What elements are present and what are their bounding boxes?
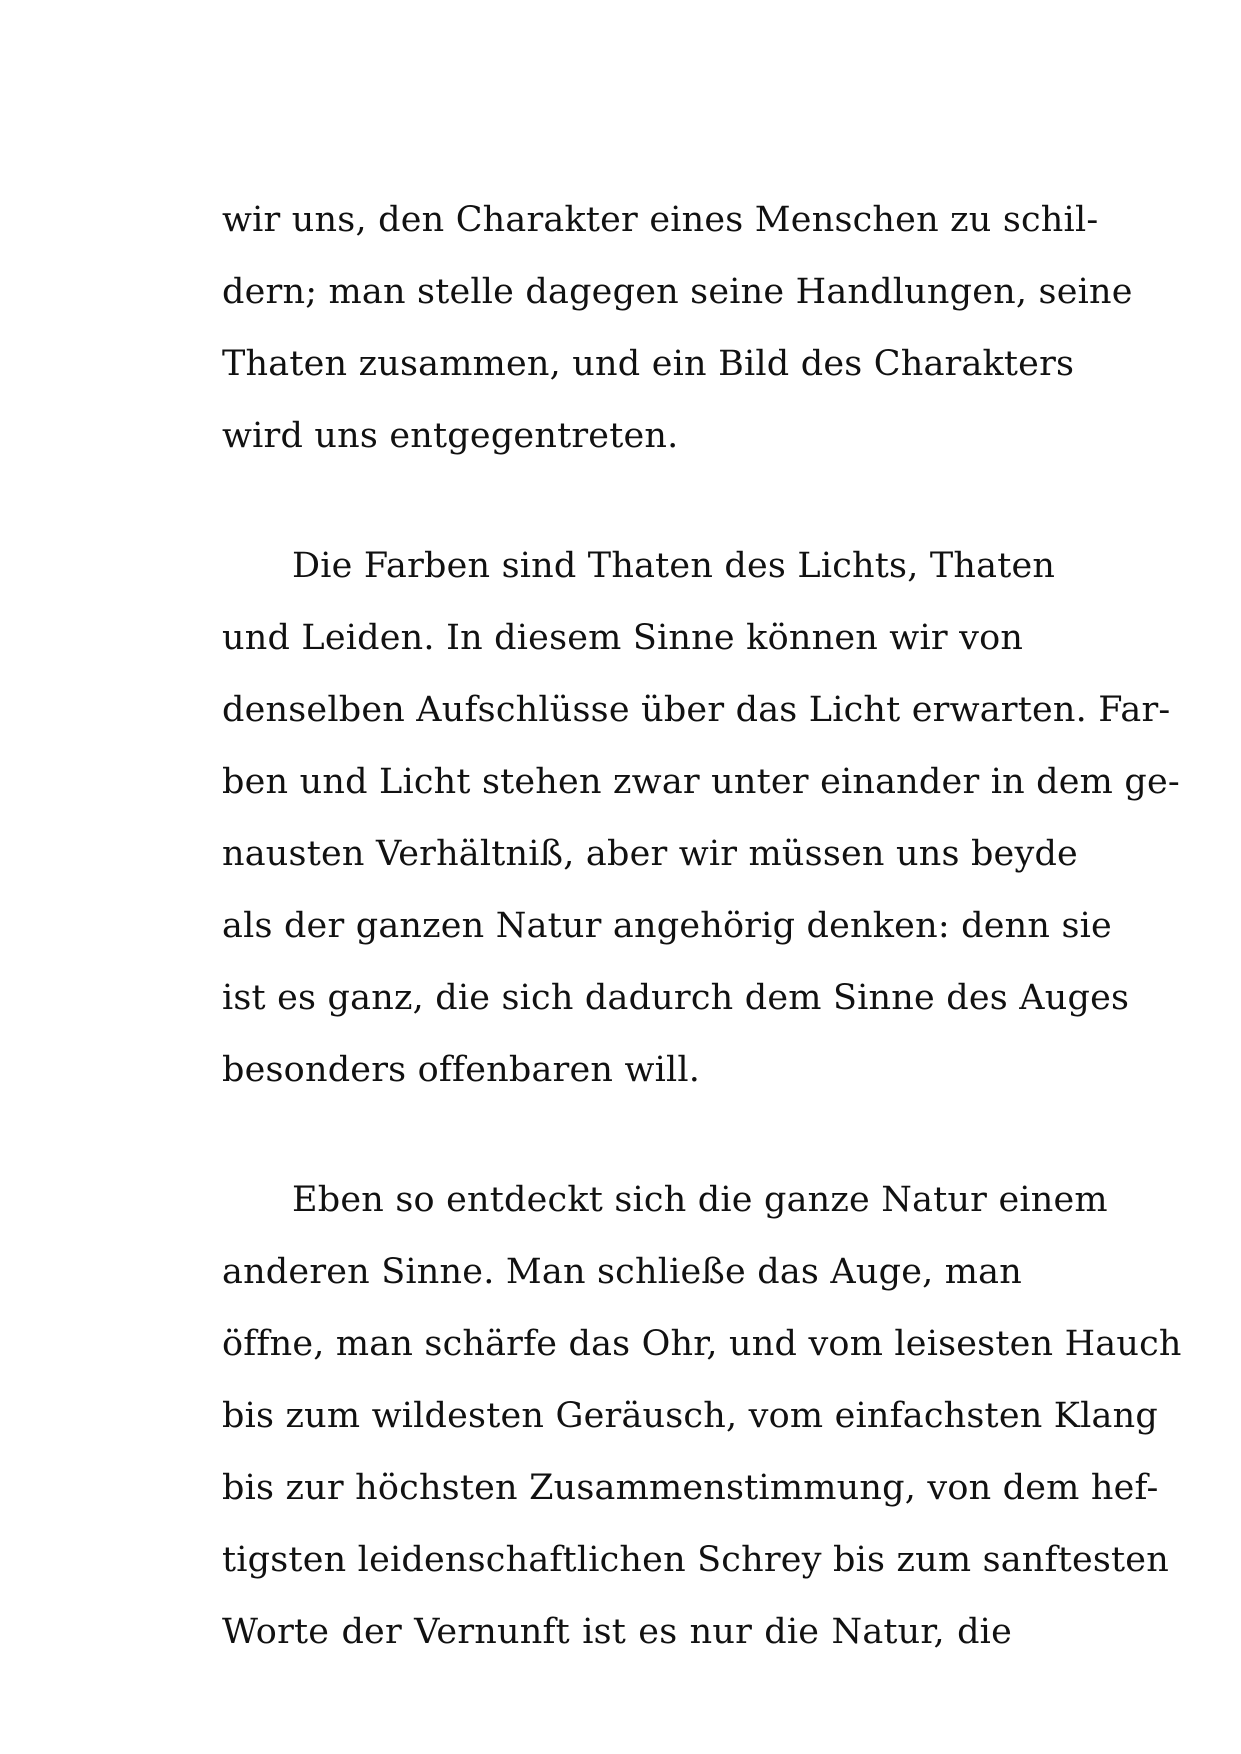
paragraph-2 [222,530,1180,1106]
paragraph-1 [222,184,1133,472]
text-line: wir uns, den Charakter eines Menschen zu schil- [222,200,1099,240]
text-line: bis zum wildesten Geräusch, vom einfachsten Klang [222,1396,1158,1436]
text-line: ist es ganz, die sich dadurch dem Sinne des Auges [222,978,1130,1018]
text-line: besonders offenbaren will. [222,1050,701,1090]
text-line: öffne, man schärfe das Ohr, und vom leisesten Hauch [222,1324,1182,1364]
text-line: wird uns entgegentreten. [222,416,679,456]
text-line: tigsten leidenschaftlichen Schrey bis zum sanftesten [222,1540,1169,1580]
text-line: Die Farben sind Thaten des Lichts, Thaten [292,546,1056,586]
text-line: Worte der Vernunft ist es nur die Natur, die [222,1612,1012,1652]
text-line: Thaten zusammen, und ein Bild des Charakters [222,344,1075,384]
text-line: Eben so entdeckt sich die ganze Natur einem [292,1180,1108,1220]
text-line: und Leiden. In diesem Sinne können wir von [222,618,1024,658]
text-line: als der ganzen Natur angehörig denken: denn sie [222,906,1112,946]
text-line: ben und Licht stehen zwar unter einander in dem ge- [222,762,1180,802]
text-line: anderen Sinne. Man schließe das Auge, man [222,1252,1022,1292]
paragraph-3 [222,1164,1182,1668]
text-line: dern; man stelle dagegen seine Handlungen, seine [222,272,1133,312]
text-line: denselben Aufschlüsse über das Licht erwarten. Far- [222,690,1171,730]
text-line: nausten Verhältniß, aber wir müssen uns beyde [222,834,1078,874]
text-line: bis zur höchsten Zusammenstimmung, von dem hef- [222,1468,1159,1508]
